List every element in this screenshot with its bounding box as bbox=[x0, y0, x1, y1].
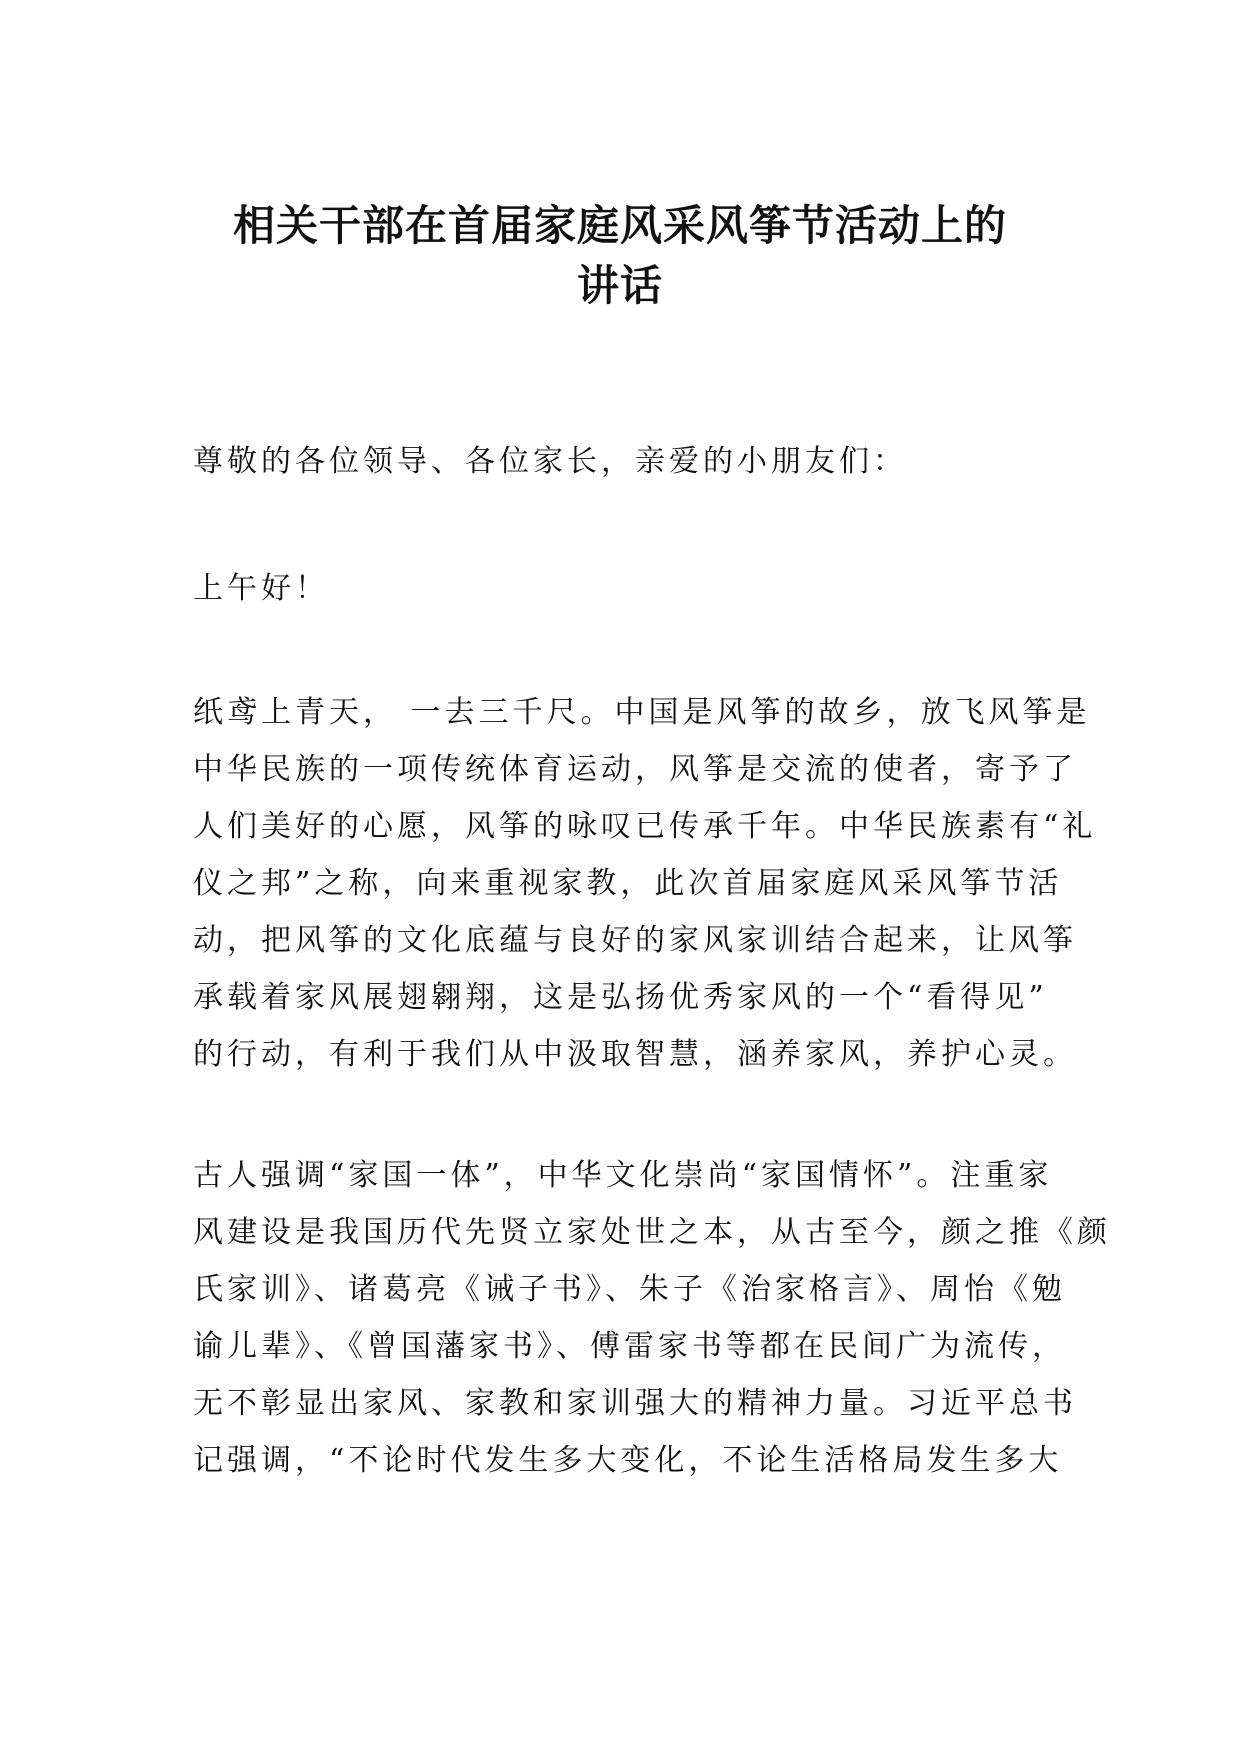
paragraph-line: 谕儿辈》、《曾国藩家书》、傅雷家书等都在民间广为流传， bbox=[193, 1329, 1066, 1364]
greeting: 上午好！ bbox=[193, 571, 329, 606]
title-line-2: 讲话 bbox=[576, 261, 663, 310]
paragraph-line: 无不彰显出家风、家教和家训强大的精神力量。习近平总书 bbox=[193, 1386, 1077, 1421]
paragraph-line: 风建设是我国历代先贤立家处世之本，从古至今，颜之推《颜 bbox=[193, 1215, 1111, 1250]
paragraph-line: 记强调，“不论时代发生多大变化，不论生活格局发生多大 bbox=[193, 1443, 1063, 1478]
paragraph-line: 中华民族的一项传统体育运动，风筝是交流的使者，寄予了 bbox=[193, 752, 1077, 787]
paragraph-2 bbox=[193, 1147, 1111, 1489]
paragraph-line: 人们美好的心愿，风筝的咏叹已传承千年。中华民族素有“礼 bbox=[193, 809, 1097, 844]
document-title bbox=[150, 196, 1090, 316]
paragraph-1 bbox=[193, 684, 1097, 1083]
paragraph-line: 仪之邦”之称，向来重视家教，此次首届家庭风采风筝节活 bbox=[193, 866, 1063, 901]
paragraph-line: 氏家训》、诸葛亮《诫子书》、朱子《治家格言》、周怡《勉 bbox=[193, 1272, 1066, 1307]
paragraph-line: 承载着家风展翅翱翔，这是弘扬优秀家风的一个“看得见” bbox=[193, 980, 1048, 1015]
salutation: 尊敬的各位领导、各位家长，亲爱的小朋友们： bbox=[193, 444, 907, 479]
paragraph-line: 纸鸢上青天， 一去三千尺。中国是风筝的故乡，放飞风筝是 bbox=[193, 695, 1091, 730]
paragraph-line: 古人强调“家国一体”，中华文化崇尚“家国情怀”。注重家 bbox=[193, 1158, 1053, 1193]
paragraph-line: 的行动，有利于我们从中汲取智慧，涵养家风，养护心灵。 bbox=[193, 1037, 1077, 1072]
title-line-1: 相关干部在首届家庭风采风筝节活动上的 bbox=[232, 201, 1007, 250]
paragraph-line: 动，把风筝的文化底蕴与良好的家风家训结合起来，让风筝 bbox=[193, 923, 1077, 958]
